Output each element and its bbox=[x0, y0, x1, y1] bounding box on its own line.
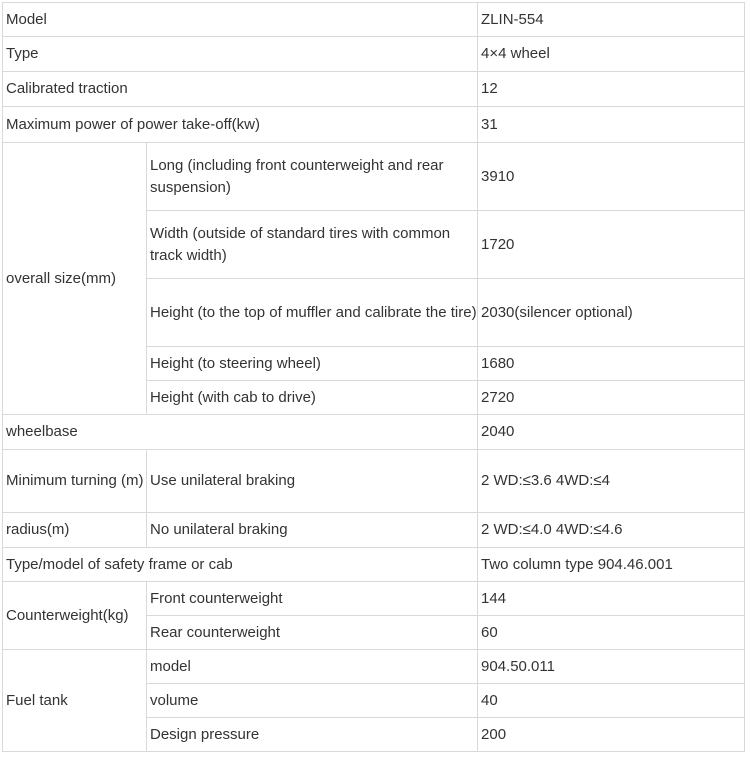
row-value: 2 WD:≤4.0 4WD:≤4.6 bbox=[478, 513, 745, 548]
table-row bbox=[3, 107, 745, 143]
table-row bbox=[3, 450, 745, 513]
row-label: Calibrated traction bbox=[3, 72, 478, 107]
row-label: Rear counterweight bbox=[147, 616, 478, 650]
row-value: 12 bbox=[478, 72, 745, 107]
row-label: Height (to the top of muffler and calibrate the tire) bbox=[147, 279, 478, 347]
row-label: Type/model of safety frame or cab bbox=[3, 548, 478, 582]
row-label: Height (with cab to drive) bbox=[147, 381, 478, 415]
row-value: 2720 bbox=[478, 381, 745, 415]
row-value: ZLIN-554 bbox=[478, 3, 745, 37]
row-value: Two column type 904.46.001 bbox=[478, 548, 745, 582]
row-label: Width (outside of standard tires with common track width) bbox=[147, 211, 478, 279]
row-label: wheelbase bbox=[3, 415, 478, 450]
table-row bbox=[3, 582, 745, 616]
row-value: 2 WD:≤3.6 4WD:≤4 bbox=[478, 450, 745, 513]
group-label: radius(m) bbox=[3, 513, 147, 548]
row-value: 904.50.011 bbox=[478, 650, 745, 684]
row-value: 200 bbox=[478, 718, 745, 752]
row-label: Model bbox=[3, 3, 478, 37]
group-label: Fuel tank bbox=[3, 650, 147, 752]
row-value: 144 bbox=[478, 582, 745, 616]
row-value: 4×4 wheel bbox=[478, 37, 745, 72]
row-label: Design pressure bbox=[147, 718, 478, 752]
row-value: 60 bbox=[478, 616, 745, 650]
row-label: Front counterweight bbox=[147, 582, 478, 616]
row-label: Type bbox=[3, 37, 478, 72]
group-label: overall size(mm) bbox=[3, 143, 147, 415]
row-value: 2030(silencer optional) bbox=[478, 279, 745, 347]
row-value: 1680 bbox=[478, 347, 745, 381]
spec-table bbox=[2, 2, 745, 752]
row-label: No unilateral braking bbox=[147, 513, 478, 548]
row-value: 31 bbox=[478, 107, 745, 143]
row-value: 3910 bbox=[478, 143, 745, 211]
table-row bbox=[3, 3, 745, 37]
table-row bbox=[3, 143, 745, 211]
row-value: 1720 bbox=[478, 211, 745, 279]
row-value: 2040 bbox=[478, 415, 745, 450]
table-row bbox=[3, 415, 745, 450]
table-row bbox=[3, 72, 745, 107]
row-label: Height (to steering wheel) bbox=[147, 347, 478, 381]
row-label: model bbox=[147, 650, 478, 684]
row-label: volume bbox=[147, 684, 478, 718]
table-row bbox=[3, 548, 745, 582]
group-label: Counterweight(kg) bbox=[3, 582, 147, 650]
group-label: Minimum turning (m) bbox=[3, 450, 147, 513]
row-label: Use unilateral braking bbox=[147, 450, 478, 513]
row-label: Long (including front counterweight and rear suspension) bbox=[147, 143, 478, 211]
table-row bbox=[3, 37, 745, 72]
table-row bbox=[3, 513, 745, 548]
row-value: 40 bbox=[478, 684, 745, 718]
table-row bbox=[3, 650, 745, 684]
row-label: Maximum power of power take-off(kw) bbox=[3, 107, 478, 143]
